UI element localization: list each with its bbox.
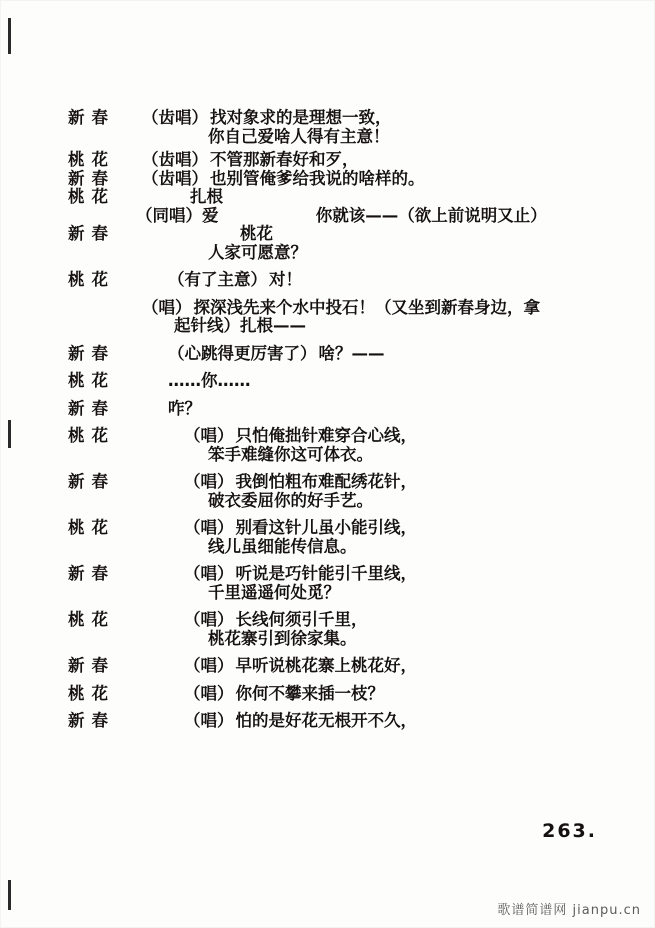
stage-direction: （心跳得更厉害了） — [168, 343, 317, 363]
speaker-name: 新春 — [68, 472, 115, 491]
line-text: 对！ — [269, 270, 302, 289]
line-text: 桃花寨引到徐家集。 — [208, 628, 357, 648]
speaker-name: 桃花 — [68, 187, 115, 206]
speaker-name: 桃花 — [68, 150, 115, 169]
stage-direction: （唱） — [184, 472, 234, 491]
line-text: 你自己爱啥人得有主意！ — [208, 126, 390, 146]
stage-direction: （唱） — [184, 610, 234, 629]
stage-direction: （唱） — [184, 564, 234, 583]
line-text: 你何不攀来插一枝？ — [235, 683, 384, 703]
stage-direction: （唱） — [184, 683, 234, 703]
margin-tick-bottom — [8, 880, 11, 910]
line-text: 啥？—— — [318, 343, 385, 363]
script-line — [68, 444, 588, 464]
line-text: 咋？ — [168, 398, 201, 418]
line-text: 听说是巧针能引千里线， — [235, 564, 417, 583]
line-text: 起针线）扎根—— — [174, 316, 306, 335]
speaker-name: 桃花 — [68, 610, 115, 629]
line-text: 只怕俺拙针难穿合心线， — [235, 426, 417, 445]
script-line — [68, 582, 588, 602]
speaker-name: 新春 — [68, 343, 115, 363]
speaker-name: 桃花 — [68, 426, 115, 445]
script-line — [68, 168, 588, 188]
speaker-name: 新春 — [68, 108, 115, 127]
line-text: 破衣委屈你的好手艺。 — [208, 490, 373, 510]
stage-direction: （唱） — [142, 297, 192, 317]
script-line — [68, 683, 588, 703]
script-line — [68, 205, 588, 225]
stage-direction: （唱） — [184, 426, 234, 445]
line-text: 不管那新春好和歹， — [210, 150, 359, 169]
speaker-name: 新春 — [68, 564, 115, 583]
script-line — [68, 242, 588, 262]
script-line — [68, 110, 588, 127]
speaker-name: 新春 — [68, 711, 115, 730]
script-line — [68, 398, 588, 418]
line-text: 探深浅先来个水中投石！（又坐到新春身边，拿 — [193, 297, 540, 317]
script-body — [68, 110, 588, 741]
page-number: 263. — [542, 820, 597, 842]
script-line — [68, 152, 588, 169]
speaker-name: 桃花 — [68, 683, 115, 703]
line-text: 人家可愿意？ — [208, 242, 307, 262]
script-line — [68, 126, 588, 146]
margin-tick-middle — [8, 420, 11, 448]
script-line — [68, 713, 588, 730]
stage-direction: （齿唱） — [142, 150, 208, 169]
stage-direction: （唱） — [184, 518, 234, 537]
line-text: 怕的是好花无根开不久， — [235, 711, 417, 730]
script-line — [68, 428, 588, 445]
margin-tick-top — [8, 18, 11, 54]
line-text: 桃花 — [240, 224, 273, 243]
script-line — [68, 474, 588, 491]
speaker-name: 新春 — [68, 224, 115, 243]
stage-direction: （同唱）爱 — [136, 205, 219, 225]
line-text: 千里遥遥何处觅？ — [208, 582, 340, 602]
line-text: 也别管俺爹给我说的啥样的。 — [210, 168, 425, 188]
line-text: ……你…… — [168, 371, 251, 390]
script-line — [68, 628, 588, 648]
speaker-name: 桃花 — [68, 270, 115, 289]
speaker-name: 新春 — [68, 656, 115, 675]
script-line — [68, 612, 588, 629]
script-line — [68, 226, 588, 243]
line-text: 长线何须引千里， — [235, 610, 368, 629]
line-text: 别看这针儿虽小能引线， — [235, 518, 417, 537]
line-text: 我倒怕粗布难配绣花针， — [235, 472, 417, 491]
stage-direction: （齿唱） — [142, 108, 208, 127]
script-line — [68, 658, 588, 675]
line-text: 你就该——（欲上前说明又止） — [315, 205, 547, 225]
stage-direction: （有了主意） — [168, 270, 267, 289]
script-line — [68, 343, 588, 363]
script-line — [68, 490, 588, 510]
script-line — [68, 318, 588, 335]
script-line — [68, 520, 588, 537]
speaker-name: 新春 — [68, 398, 115, 418]
line-text: 早听说桃花寨上桃花好， — [235, 656, 417, 675]
speaker-name: 新春 — [68, 168, 115, 188]
speaker-name: 桃花 — [68, 518, 115, 537]
script-line — [68, 373, 588, 390]
line-text: 线儿虽细能传信息。 — [208, 536, 357, 556]
script-line — [68, 272, 588, 289]
script-line — [68, 189, 588, 206]
script-line — [68, 566, 588, 583]
line-text: 扎根 — [190, 187, 223, 206]
line-text: 笨手难缝你这可体衣。 — [208, 444, 373, 464]
line-text: 找对象求的是理想一致， — [210, 108, 392, 127]
speaker-name: 桃花 — [68, 371, 115, 390]
script-line — [68, 297, 588, 317]
footer-watermark: 歌谱简谱网 jianpu.cn — [497, 903, 641, 918]
stage-direction: （唱） — [184, 656, 234, 675]
stage-direction: （唱） — [184, 711, 234, 730]
stage-direction: （齿唱） — [142, 168, 208, 188]
script-line — [68, 536, 588, 556]
